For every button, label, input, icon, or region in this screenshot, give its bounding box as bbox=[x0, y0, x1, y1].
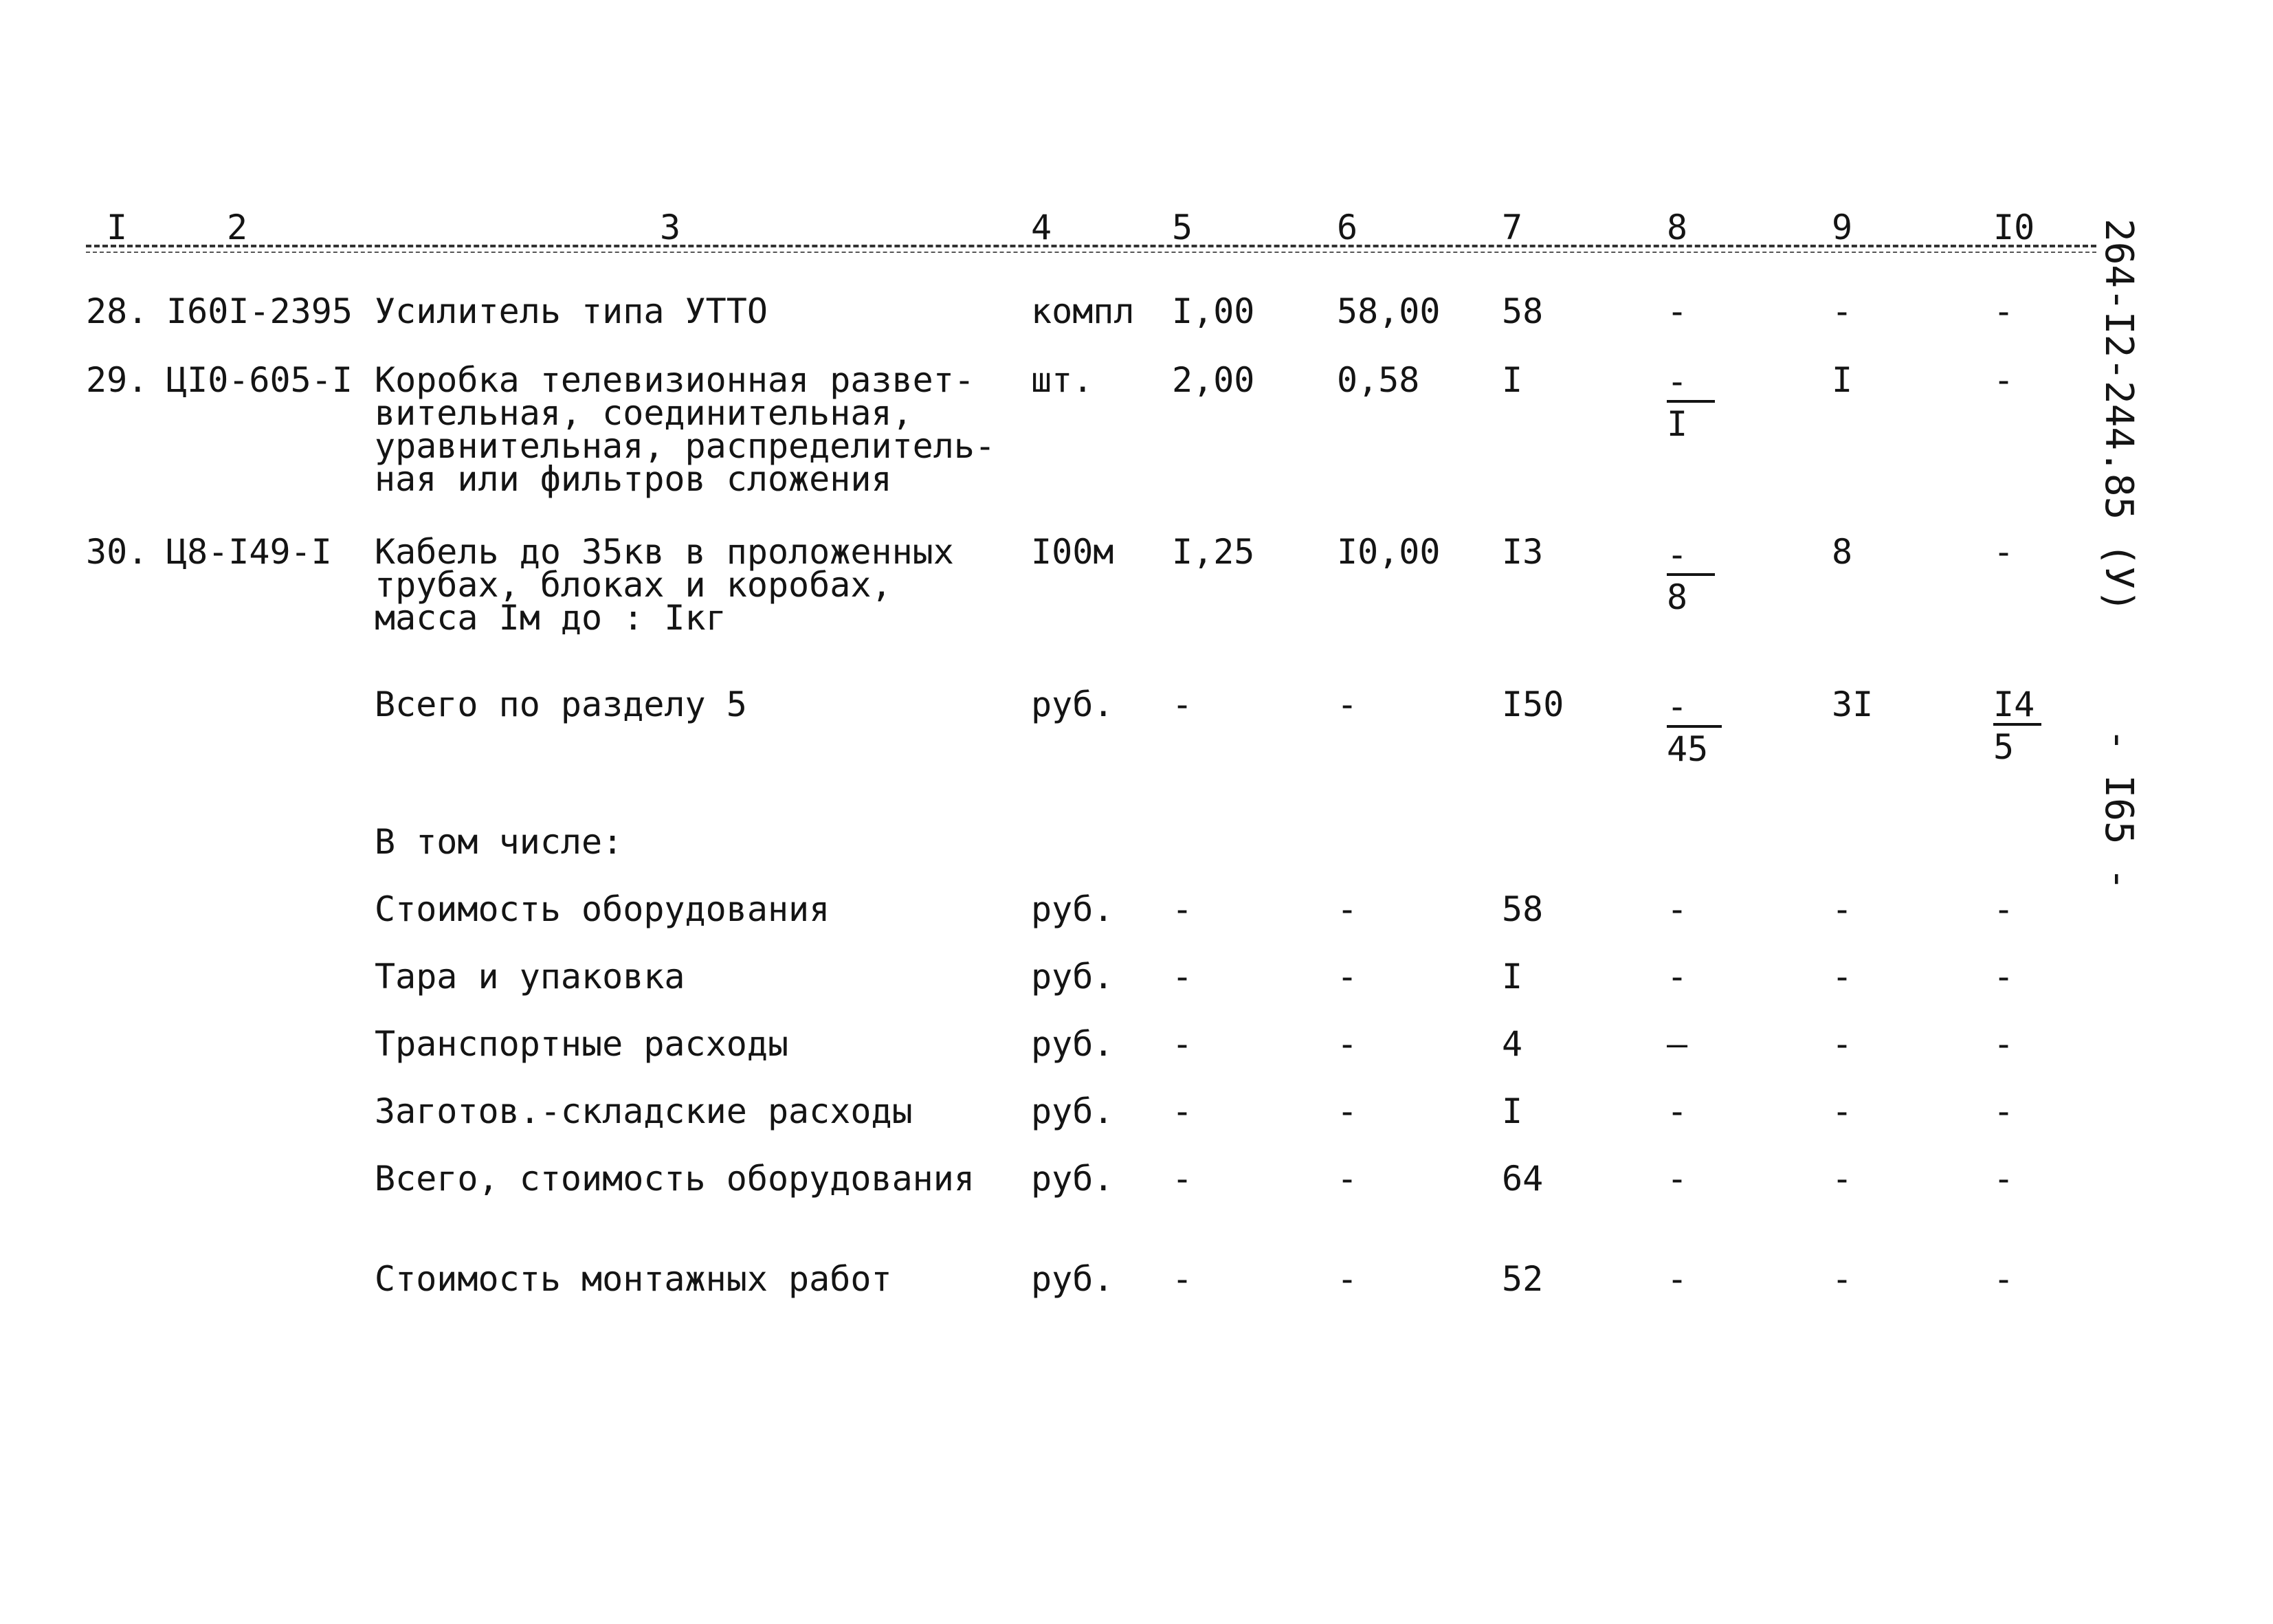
row-description-line: уравнительная, распределитель- bbox=[375, 426, 996, 466]
breakdown-label: Транспортные расходы bbox=[375, 1024, 789, 1064]
breakdown-col6: - bbox=[1337, 1159, 1358, 1199]
col-header-7: 7 bbox=[1502, 208, 1523, 247]
total-col8-fraction bbox=[1667, 687, 1722, 769]
breakdown-unit: руб. bbox=[1031, 957, 1114, 997]
row-total: 58 bbox=[1502, 291, 1544, 331]
breakdown-unit: руб. bbox=[1031, 1159, 1114, 1199]
breakdown-col5: - bbox=[1172, 1159, 1193, 1199]
row-total: I bbox=[1502, 360, 1523, 400]
breakdown-col9: - bbox=[1832, 889, 1853, 929]
breakdown-col9: - bbox=[1832, 1024, 1853, 1064]
total-label: Всего по разделу 5 bbox=[375, 685, 747, 724]
row-col9: I bbox=[1832, 360, 1853, 400]
breakdown-unit: руб. bbox=[1031, 1091, 1114, 1131]
row-code: I60I-2395 bbox=[166, 291, 353, 331]
row-col10: - bbox=[1993, 291, 2015, 331]
header-rule-lower bbox=[86, 252, 2096, 253]
breakdown-col6: - bbox=[1337, 1259, 1358, 1299]
fraction-numerator: - bbox=[1667, 364, 1715, 403]
total-col5: - bbox=[1172, 685, 1193, 724]
row-col9: - bbox=[1832, 291, 1853, 331]
row-description-line: Коробка телевизионная развет- bbox=[375, 360, 975, 400]
row-col8-fraction bbox=[1667, 361, 1715, 444]
breakdown-col7: I bbox=[1502, 1091, 1523, 1131]
col-header-1: I bbox=[107, 208, 128, 247]
breakdown-unit: руб. bbox=[1031, 889, 1114, 929]
row-total: I3 bbox=[1502, 532, 1544, 572]
breakdown-col6: - bbox=[1337, 1024, 1358, 1064]
breakdown-col8: - bbox=[1667, 1259, 1688, 1299]
breakdown-label: Заготов.-складские расходы bbox=[375, 1091, 913, 1131]
breakdown-col10: - bbox=[1993, 1024, 2015, 1064]
row-col8-fraction bbox=[1667, 535, 1715, 617]
breakdown-col6: - bbox=[1337, 889, 1358, 929]
breakdown-col5: - bbox=[1172, 889, 1193, 929]
breakdown-label: Стоимость оборудования bbox=[375, 889, 830, 929]
fraction-numerator: I4 bbox=[1993, 687, 2041, 726]
row-number: 28. bbox=[86, 291, 148, 331]
breakdown-col5: - bbox=[1172, 1024, 1193, 1064]
breakdown-col9: - bbox=[1832, 1259, 1853, 1299]
row-quantity: I,00 bbox=[1172, 291, 1255, 331]
breakdown-col7: 4 bbox=[1502, 1024, 1523, 1064]
fraction-numerator: - bbox=[1667, 689, 1722, 728]
breakdown-col10: - bbox=[1993, 1159, 2015, 1199]
breakdown-col7: 52 bbox=[1502, 1259, 1544, 1299]
row-quantity: I,25 bbox=[1172, 532, 1255, 572]
row-description-line: Кабель до 35кв в проложенных bbox=[375, 532, 954, 572]
row-description-line: масса Iм до : Iкг bbox=[375, 598, 727, 638]
col-header-8: 8 bbox=[1667, 208, 1688, 247]
total-col7: I50 bbox=[1502, 685, 1564, 724]
row-unit: компл bbox=[1031, 291, 1135, 331]
col-header-6: 6 bbox=[1337, 208, 1358, 247]
breakdown-col8: - bbox=[1667, 1159, 1688, 1199]
breakdown-col10: - bbox=[1993, 1259, 2015, 1299]
breakdown-label: Всего, стоимость оборудования bbox=[375, 1159, 975, 1199]
breakdown-col7: 64 bbox=[1502, 1159, 1544, 1199]
breakdown-col10: - bbox=[1993, 1091, 2015, 1131]
row-unit: I00м bbox=[1031, 532, 1114, 572]
breakdown-col5: - bbox=[1172, 1091, 1193, 1131]
total-col10-fraction bbox=[1993, 685, 2041, 767]
col-header-5: 5 bbox=[1172, 208, 1193, 247]
row-col10: - bbox=[1993, 360, 2015, 400]
row-description-line: трубах, блоках и коробах, bbox=[375, 565, 892, 605]
row-col9: 8 bbox=[1832, 532, 1853, 572]
breakdown-col5: - bbox=[1172, 1259, 1193, 1299]
row-code: Ц8-I49-I bbox=[166, 532, 332, 572]
col-header-2: 2 bbox=[227, 208, 248, 247]
fraction-denominator: 45 bbox=[1667, 729, 1709, 769]
total-col9: 3I bbox=[1832, 685, 1874, 724]
row-code: ЦI0-605-I bbox=[166, 360, 353, 400]
breakdown-unit: руб. bbox=[1031, 1024, 1114, 1064]
row-col8: - bbox=[1667, 291, 1688, 331]
row-description: Усилитель типа УТТО bbox=[375, 291, 768, 331]
breakdown-col6: - bbox=[1337, 1091, 1358, 1131]
col-header-10: I0 bbox=[1993, 208, 2035, 247]
fraction-numerator: - bbox=[1667, 537, 1715, 576]
fraction-denominator: 5 bbox=[1993, 727, 2015, 767]
row-quantity: 2,00 bbox=[1172, 360, 1255, 400]
including-label: В том числе: bbox=[375, 822, 623, 862]
header-rule bbox=[86, 245, 2096, 247]
breakdown-col8: - bbox=[1667, 889, 1688, 929]
breakdown-col5: - bbox=[1172, 957, 1193, 997]
breakdown-unit: руб. bbox=[1031, 1259, 1114, 1299]
breakdown-col8: - bbox=[1667, 957, 1688, 997]
fraction-denominator: 8 bbox=[1667, 577, 1688, 617]
breakdown-col10: - bbox=[1993, 957, 2015, 997]
breakdown-col9: - bbox=[1832, 1159, 1853, 1199]
breakdown-col8: — bbox=[1667, 1024, 1688, 1064]
breakdown-col10: - bbox=[1993, 889, 2015, 929]
fraction-denominator: I bbox=[1667, 404, 1688, 444]
total-unit: руб. bbox=[1031, 685, 1114, 724]
row-number: 30. bbox=[86, 532, 148, 572]
page-number: - I65 - bbox=[2096, 728, 2141, 891]
breakdown-label: Тара и упаковка bbox=[375, 957, 685, 997]
col-header-3: 3 bbox=[660, 208, 681, 247]
col-header-4: 4 bbox=[1031, 208, 1052, 247]
row-unit-price: I0,00 bbox=[1337, 532, 1441, 572]
document-code: 264-I2-244.85 (У) bbox=[2096, 219, 2141, 613]
breakdown-col7: I bbox=[1502, 957, 1523, 997]
row-unit-price: 58,00 bbox=[1337, 291, 1441, 331]
row-description-line: вительная, соединительная, bbox=[375, 393, 913, 433]
breakdown-col8: - bbox=[1667, 1091, 1688, 1131]
breakdown-col9: - bbox=[1832, 957, 1853, 997]
total-col6: - bbox=[1337, 685, 1358, 724]
row-unit: шт. bbox=[1031, 360, 1094, 400]
breakdown-label: Стоимость монтажных работ bbox=[375, 1259, 892, 1299]
row-col10: - bbox=[1993, 532, 2015, 572]
breakdown-col6: - bbox=[1337, 957, 1358, 997]
col-header-9: 9 bbox=[1832, 208, 1853, 247]
row-number: 29. bbox=[86, 360, 148, 400]
breakdown-col9: - bbox=[1832, 1091, 1853, 1131]
row-unit-price: 0,58 bbox=[1337, 360, 1420, 400]
breakdown-col7: 58 bbox=[1502, 889, 1544, 929]
row-description-line: ная или фильтров сложения bbox=[375, 459, 892, 499]
